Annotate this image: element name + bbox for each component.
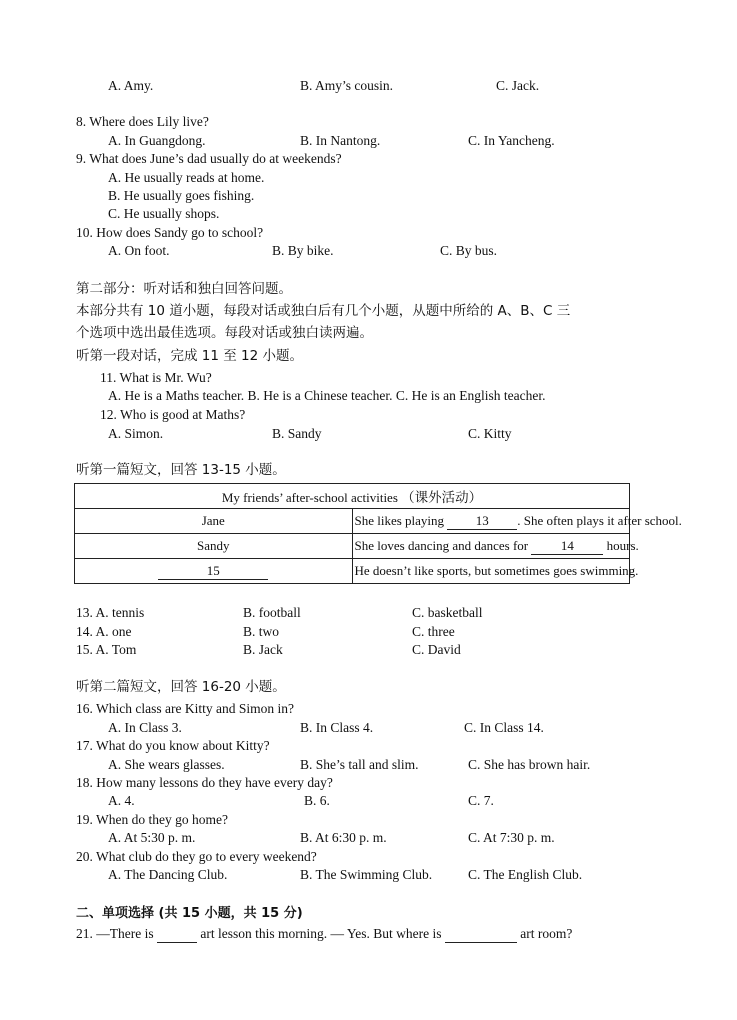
friend-name: Jane: [75, 509, 353, 534]
q17-option-c: C. She has brown hair.: [468, 757, 591, 772]
q10-option-a: A. On foot.: [108, 243, 170, 258]
q15-option-b: B. Jack: [243, 642, 283, 657]
q17-option-b: B. She’s tall and slim.: [300, 757, 419, 772]
q16-option-c: C. In Class 14.: [464, 720, 544, 735]
q10-option-c: C. By bus.: [440, 243, 498, 258]
q20-option-a: A. The Dancing Club.: [108, 867, 228, 882]
friend-activity: He doesn’t like sports, but sometimes goes swimming.: [352, 559, 630, 584]
q21-part2: art lesson this morning. — Yes. But where is: [200, 926, 442, 941]
q14-option-a: 14. A. one: [76, 624, 132, 639]
part2-title: 第二部分：听对话和独白回答问题。: [76, 281, 292, 297]
part2-instructions-1: 本部分共有 10 道小题，每段对话或独白后有几个小题，从题中所给的 A、B、C 三: [76, 303, 571, 319]
q8-option-b: B. In Nantong.: [300, 133, 381, 148]
q13-option-a: 13. A. tennis: [76, 605, 145, 620]
activity-text-after: . She often plays it after school.: [517, 512, 682, 528]
q12-option-c: C. Kitty: [468, 426, 512, 441]
q21-part3: art room?: [520, 926, 573, 941]
part2-instructions-2: 个选项中选出最佳选项。每段对话或独白读两遍。: [76, 325, 373, 341]
q9-stem: 9. What does June’s dad usually do at weekends?: [76, 151, 342, 166]
q19-option-c: C. At 7:30 p. m.: [468, 830, 555, 845]
q20-stem: 20. What club do they go to every weekend?: [76, 849, 317, 864]
q15-option-c: C. David: [412, 642, 461, 657]
q21-part1: 21. —There is: [76, 926, 154, 941]
friend-name: Sandy: [75, 534, 353, 559]
q8-stem: 8. Where does Lily live?: [76, 114, 209, 129]
q14-option-c: C. three: [412, 624, 455, 639]
q8-option-a: A. In Guangdong.: [108, 133, 206, 148]
q9-option-c: C. He usually shops.: [108, 206, 220, 221]
q17-option-a: A. She wears glasses.: [108, 757, 225, 772]
passage2-heading: 听第二篇短文，回答 16-20 小题。: [76, 679, 286, 695]
activity-text: She likes playing: [354, 512, 445, 528]
q19-option-b: B. At 6:30 p. m.: [300, 830, 387, 845]
q9-option-b: B. He usually goes fishing.: [108, 188, 255, 203]
table-header-row: [75, 484, 630, 509]
q7-option-a: A. Amy.: [108, 78, 154, 93]
q13-option-c: C. basketball: [412, 605, 483, 620]
activity-text: She loves dancing and dances for: [354, 537, 529, 553]
q13-option-b: B. football: [243, 605, 301, 620]
q12-option-b: B. Sandy: [272, 426, 322, 441]
q16-option-b: B. In Class 4.: [300, 720, 374, 735]
q18-option-b: B. 6.: [304, 793, 330, 808]
friends-activities-table: [74, 483, 682, 584]
table-header: [75, 484, 630, 509]
dialogue1-heading: 听第一段对话，完成 11 至 12 小题。: [76, 348, 304, 364]
q10-stem: 10. How does Sandy go to school?: [76, 225, 264, 240]
table-row: [75, 559, 630, 584]
friend-activity: [352, 534, 639, 559]
q8-option-c: C. In Yancheng.: [468, 133, 555, 148]
q9-option-a: A. He usually reads at home.: [108, 170, 265, 185]
q15-option-a: 15. A. Tom: [76, 642, 137, 657]
q16-stem: 16. Which class are Kitty and Simon in?: [76, 701, 294, 716]
q7-option-c: C. Jack.: [496, 78, 540, 93]
q19-stem: 19. When do they go home?: [76, 812, 228, 827]
q12-stem: 12. Who is good at Maths?: [100, 407, 246, 422]
q10-option-b: B. By bike.: [272, 243, 334, 258]
table-header-cn: （课外活动）: [401, 490, 483, 506]
table-row: [75, 534, 630, 559]
table-row: [75, 509, 630, 534]
q7-option-b: B. Amy’s cousin.: [300, 78, 394, 93]
friend-activity: [352, 509, 682, 534]
q21-blank-1: [157, 926, 197, 943]
q18-stem: 18. How many lessons do they have every day?: [76, 775, 333, 790]
blank-15: 15: [158, 563, 268, 580]
q12-option-a: A. Simon.: [108, 426, 164, 441]
q18-option-c: C. 7.: [468, 793, 494, 808]
table-header-en: My friends’ after-school activities: [221, 490, 398, 505]
q16-option-a: A. In Class 3.: [108, 720, 182, 735]
section2-title: 二、单项选择 (共 15 小题，共 15 分): [76, 906, 303, 921]
q20-option-c: C. The English Club.: [468, 867, 583, 882]
q11-stem: 11. What is Mr. Wu?: [100, 370, 212, 385]
blank-14: 14: [531, 538, 603, 555]
q18-option-a: A. 4.: [108, 793, 135, 808]
passage1-heading: 听第一篇短文，回答 13-15 小题。: [76, 462, 286, 478]
q14-option-b: B. two: [243, 624, 280, 639]
activity-text-after: hours.: [606, 537, 639, 553]
q17-stem: 17. What do you know about Kitty?: [76, 738, 270, 753]
q11-options: A. He is a Maths teacher. B. He is a Chinese teacher. C. He is an English teacher.: [108, 388, 546, 403]
blank-13: 13: [447, 513, 517, 530]
q20-option-b: B. The Swimming Club.: [300, 867, 433, 882]
q19-option-a: A. At 5:30 p. m.: [108, 830, 196, 845]
q21-blank-2: [445, 926, 517, 943]
q21-line: [76, 926, 572, 943]
friend-name: [75, 559, 353, 584]
